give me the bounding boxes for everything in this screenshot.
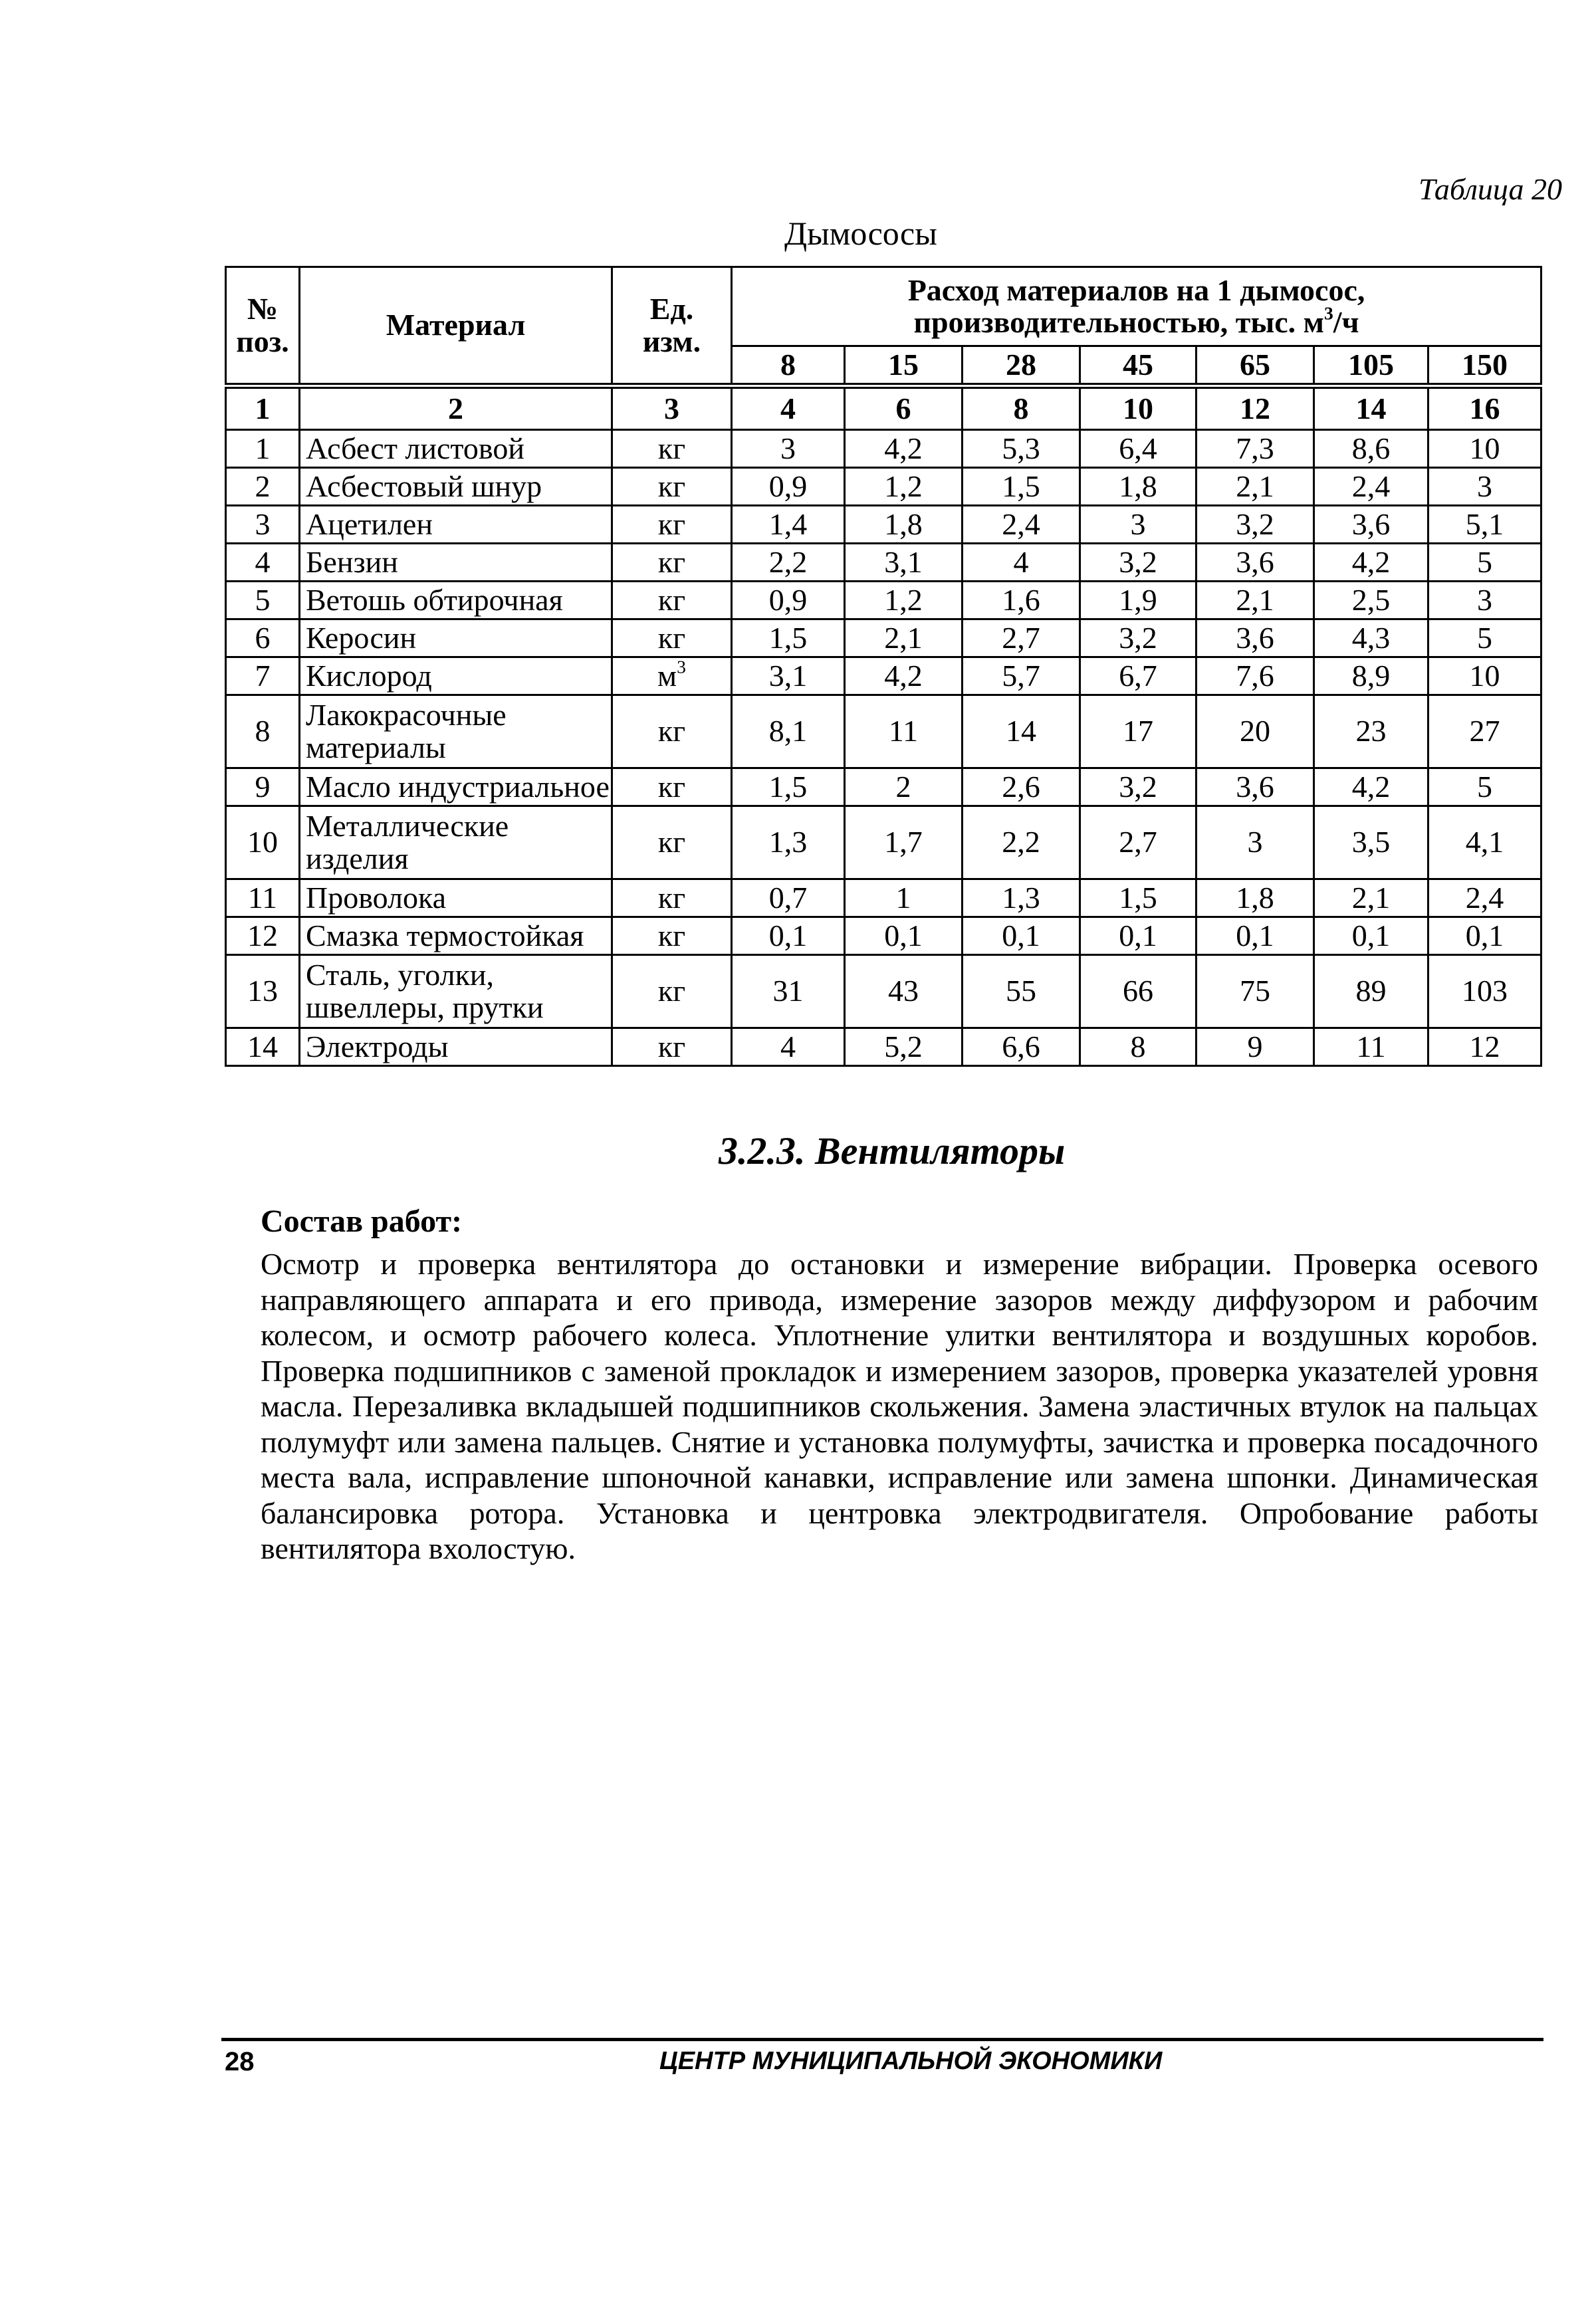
- cell-value: 3: [1428, 582, 1541, 619]
- cell-pos: 13: [226, 955, 300, 1028]
- cell-material: [300, 430, 612, 468]
- cell-value: 0,1: [1197, 917, 1314, 955]
- cell-value: 66: [1080, 955, 1197, 1028]
- capacity-header: 150: [1428, 346, 1541, 386]
- unit-text: кг: [657, 918, 686, 952]
- cell-value: 6,4: [1080, 430, 1197, 468]
- header-pos: [226, 267, 300, 386]
- cell-value: 8: [1080, 1028, 1197, 1066]
- cell-value: 1,6: [963, 582, 1080, 619]
- column-number: 3: [612, 386, 732, 430]
- cell-value: 10: [1428, 657, 1541, 695]
- composition-label: Состав работ:: [261, 1204, 463, 1239]
- material-line: Ацетилен: [306, 506, 433, 541]
- cell-pos: 14: [226, 1028, 300, 1066]
- material-line: Сталь, уголки,: [306, 958, 495, 992]
- unit-text: кг: [657, 620, 686, 655]
- cell-value: 3: [1428, 468, 1541, 506]
- cell-value: 3: [732, 430, 845, 468]
- cell-value: 8,9: [1314, 657, 1428, 695]
- section-heading: 3.2.3. Вентиляторы: [719, 1129, 1066, 1172]
- cell-value: 6,6: [963, 1028, 1080, 1066]
- cell-value: 11: [845, 695, 963, 768]
- cell-unit: [612, 768, 732, 806]
- cell-value: 0,1: [1314, 917, 1428, 955]
- unit-sup: 3: [677, 656, 686, 677]
- column-number: 1: [226, 386, 300, 430]
- cell-value: 9: [1197, 1028, 1314, 1066]
- material-line: Проволока: [306, 880, 447, 915]
- column-number: 6: [845, 386, 963, 430]
- unit-text: кг: [657, 1029, 686, 1063]
- unit-text: кг: [657, 544, 686, 579]
- cell-value: 3,1: [732, 657, 845, 695]
- cell-pos: 5: [226, 582, 300, 619]
- cell-material: [300, 879, 612, 917]
- cell-value: 1,7: [845, 806, 963, 879]
- cell-value: 0,1: [845, 917, 963, 955]
- unit-text: кг: [657, 469, 686, 503]
- cell-value: 2: [845, 768, 963, 806]
- column-number: 16: [1428, 386, 1541, 430]
- cell-value: 0,9: [732, 582, 845, 619]
- cell-value: 3: [1080, 506, 1197, 544]
- page-number: 28: [225, 2047, 255, 2076]
- cell-value: 89: [1314, 955, 1428, 1028]
- cell-value: 43: [845, 955, 963, 1028]
- table-row: [226, 879, 1541, 917]
- cell-value: 1,9: [1080, 582, 1197, 619]
- capacity-header: 28: [963, 346, 1080, 386]
- cell-value: 8,6: [1314, 430, 1428, 468]
- cell-value: 17: [1080, 695, 1197, 768]
- cell-value: 1,3: [732, 806, 845, 879]
- cell-unit: [612, 468, 732, 506]
- cell-value: 31: [732, 955, 845, 1028]
- cell-value: 3,2: [1080, 619, 1197, 657]
- cell-value: 2,1: [1197, 582, 1314, 619]
- cell-value: 4: [963, 544, 1080, 582]
- cell-unit: [612, 544, 732, 582]
- cell-material: [300, 1028, 612, 1066]
- cell-pos: 7: [226, 657, 300, 695]
- cell-value: 14: [963, 695, 1080, 768]
- material-line: Керосин: [306, 620, 417, 655]
- material-line: Металлические: [306, 809, 509, 843]
- cell-value: 11: [1314, 1028, 1428, 1066]
- capacity-header: 45: [1080, 346, 1197, 386]
- header-consumption-prefix: Расход материалов на 1 дымосос,: [907, 273, 1365, 307]
- unit-text: кг: [657, 974, 686, 1008]
- cell-value: 2,5: [1314, 582, 1428, 619]
- cell-value: 1,3: [963, 879, 1080, 917]
- cell-value: 1,2: [845, 468, 963, 506]
- header-consumption-end: /ч: [1333, 305, 1359, 339]
- column-number: 12: [1197, 386, 1314, 430]
- header-consumption-sup: 3: [1324, 302, 1333, 324]
- header-unit-line: изм.: [642, 324, 701, 358]
- cell-material: [300, 619, 612, 657]
- cell-unit: [612, 1028, 732, 1066]
- cell-value: 1,8: [845, 506, 963, 544]
- cell-value: 55: [963, 955, 1080, 1028]
- cell-pos: 6: [226, 619, 300, 657]
- cell-value: 7,6: [1197, 657, 1314, 695]
- unit-text: кг: [657, 582, 686, 617]
- cell-value: 4,2: [1314, 768, 1428, 806]
- material-line: Асбестовый шнур: [306, 469, 542, 503]
- cell-value: 3,5: [1314, 806, 1428, 879]
- column-number: 10: [1080, 386, 1197, 430]
- cell-value: 2,2: [963, 806, 1080, 879]
- cell-unit: [612, 506, 732, 544]
- cell-pos: 4: [226, 544, 300, 582]
- cell-unit: [612, 955, 732, 1028]
- material-line: швеллеры, прутки: [306, 990, 544, 1024]
- cell-value: 2,7: [1080, 806, 1197, 879]
- cell-value: 2,4: [1314, 468, 1428, 506]
- cell-value: 3,1: [845, 544, 963, 582]
- material-line: Смазка термостойкая: [306, 918, 584, 952]
- cell-unit: [612, 806, 732, 879]
- column-number: 14: [1314, 386, 1428, 430]
- table-row: [226, 917, 1541, 955]
- cell-pos: 1: [226, 430, 300, 468]
- cell-value: 20: [1197, 695, 1314, 768]
- cell-material: [300, 768, 612, 806]
- cell-unit: [612, 695, 732, 768]
- cell-value: 3,6: [1197, 619, 1314, 657]
- cell-value: 1: [845, 879, 963, 917]
- cell-value: 5,1: [1428, 506, 1541, 544]
- cell-material: [300, 468, 612, 506]
- cell-value: 1,5: [732, 768, 845, 806]
- cell-pos: 2: [226, 468, 300, 506]
- table-label: Таблица 20: [1418, 172, 1562, 206]
- cell-value: 5,7: [963, 657, 1080, 695]
- material-line: Бензин: [306, 544, 398, 579]
- cell-value: 1,5: [963, 468, 1080, 506]
- cell-value: 2,6: [963, 768, 1080, 806]
- cell-value: 3: [1197, 806, 1314, 879]
- column-number: 8: [963, 386, 1080, 430]
- cell-value: 4,1: [1428, 806, 1541, 879]
- cell-material: [300, 506, 612, 544]
- cell-value: 6,7: [1080, 657, 1197, 695]
- header-consumption: [732, 267, 1541, 346]
- cell-value: 10: [1428, 430, 1541, 468]
- cell-value: 0,9: [732, 468, 845, 506]
- cell-value: 4: [732, 1028, 845, 1066]
- header-material: Материал: [300, 267, 612, 386]
- unit-text: кг: [657, 506, 686, 541]
- column-number: 2: [300, 386, 612, 430]
- material-line: Электроды: [306, 1029, 449, 1063]
- cell-value: 1,5: [1080, 879, 1197, 917]
- cell-material: [300, 544, 612, 582]
- material-line: Масло индустриальное: [306, 769, 610, 804]
- cell-material: [300, 806, 612, 879]
- header-unit: [612, 267, 732, 386]
- cell-value: 0,1: [963, 917, 1080, 955]
- cell-value: 4,3: [1314, 619, 1428, 657]
- material-line: Асбест листовой: [306, 431, 524, 465]
- cell-value: 3,2: [1197, 506, 1314, 544]
- cell-unit: [612, 917, 732, 955]
- cell-value: 2,4: [1428, 879, 1541, 917]
- cell-value: 7,3: [1197, 430, 1314, 468]
- capacity-header: 105: [1314, 346, 1428, 386]
- cell-value: 1,5: [732, 619, 845, 657]
- cell-pos: 8: [226, 695, 300, 768]
- material-line: Ветошь обтирочная: [306, 582, 563, 617]
- cell-pos: 11: [226, 879, 300, 917]
- cell-value: 5: [1428, 768, 1541, 806]
- cell-value: 0,1: [732, 917, 845, 955]
- cell-value: 0,7: [732, 879, 845, 917]
- cell-value: 2,1: [845, 619, 963, 657]
- cell-value: 2,1: [1197, 468, 1314, 506]
- table-row: [226, 619, 1541, 657]
- cell-material: [300, 657, 612, 695]
- unit-text: кг: [657, 714, 686, 748]
- cell-value: 3,2: [1080, 768, 1197, 806]
- cell-value: 0,1: [1080, 917, 1197, 955]
- unit-text: кг: [657, 880, 686, 915]
- unit-text: м: [657, 658, 677, 693]
- table-row: [226, 544, 1541, 582]
- header-consumption-suffix: производительностью, тыс. м: [913, 305, 1324, 339]
- cell-value: 5: [1428, 544, 1541, 582]
- cell-unit: [612, 657, 732, 695]
- cell-material: [300, 582, 612, 619]
- table-row: [226, 806, 1541, 879]
- table-row: [226, 506, 1541, 544]
- cell-material: [300, 917, 612, 955]
- cell-value: 1,4: [732, 506, 845, 544]
- material-line: материалы: [306, 730, 446, 764]
- cell-unit: [612, 582, 732, 619]
- cell-value: 103: [1428, 955, 1541, 1028]
- capacity-header: 8: [732, 346, 845, 386]
- table-row: [226, 768, 1541, 806]
- cell-value: 8,1: [732, 695, 845, 768]
- material-line: Лакокрасочные: [306, 698, 507, 732]
- cell-pos: 10: [226, 806, 300, 879]
- cell-value: 3,6: [1197, 768, 1314, 806]
- cell-value: 2,2: [732, 544, 845, 582]
- materials-table: [225, 266, 1542, 1067]
- unit-text: кг: [657, 825, 686, 859]
- cell-value: 4,2: [845, 430, 963, 468]
- table-row: [226, 955, 1541, 1028]
- table-body: [226, 386, 1541, 1066]
- cell-value: 4,2: [1314, 544, 1428, 582]
- header-unit-line: Ед.: [649, 292, 694, 326]
- cell-value: 1,8: [1197, 879, 1314, 917]
- table-row: [226, 657, 1541, 695]
- column-numbers-row: [226, 386, 1541, 430]
- cell-value: 0,1: [1428, 917, 1541, 955]
- cell-unit: [612, 619, 732, 657]
- table-row: [226, 582, 1541, 619]
- cell-value: 23: [1314, 695, 1428, 768]
- cell-pos: 9: [226, 768, 300, 806]
- cell-value: 2,7: [963, 619, 1080, 657]
- table-row: [226, 430, 1541, 468]
- cell-value: 12: [1428, 1028, 1541, 1066]
- cell-value: 3,6: [1197, 544, 1314, 582]
- unit-text: кг: [657, 769, 686, 804]
- composition-text: Осмотр и проверка вентилятора до остановки и измерение вибрации. Проверка осевого направляющего аппарата и его привода, измерение зазоров между диффузором и рабочим колесом, и осмотр рабочего колеса. Уплотнение улитки вентилятора и воздушных коробов. Проверка подшипников с заменой прокладок и измерением зазоров, проверка указателей уровня масла. Перезаливка вкладышей подшипников скольжения. Замена эластичных втулок на пальцах полумуфт или замена пальцев. Снятие и установка полумуфты, зачистка и проверка посадочного места вала, исправление шпоночной канавки, исправление или замена шпонки. Динамическая балансировка ротора. Установка и центровка электродвигателя. Опробование работы вентилятора вхолостую.: [261, 1247, 1538, 1565]
- cell-value: 5,3: [963, 430, 1080, 468]
- capacity-header: 15: [845, 346, 963, 386]
- cell-pos: 3: [226, 506, 300, 544]
- cell-value: 2,4: [963, 506, 1080, 544]
- column-number: 4: [732, 386, 845, 430]
- header-pos-line: поз.: [236, 324, 289, 358]
- cell-value: 2,1: [1314, 879, 1428, 917]
- table-row: [226, 468, 1541, 506]
- cell-value: 1,2: [845, 582, 963, 619]
- table-row: [226, 695, 1541, 768]
- cell-unit: [612, 430, 732, 468]
- cell-value: 5: [1428, 619, 1541, 657]
- cell-value: 75: [1197, 955, 1314, 1028]
- footer-rule: [221, 2038, 1543, 2041]
- footer-organization: ЦЕНТР МУНИЦИПАЛЬНОЙ ЭКОНОМИКИ: [659, 2047, 1163, 2075]
- material-line: изделия: [306, 841, 409, 875]
- cell-value: 1,8: [1080, 468, 1197, 506]
- cell-value: 3,2: [1080, 544, 1197, 582]
- cell-unit: [612, 879, 732, 917]
- table-row: [226, 1028, 1541, 1066]
- material-line: Кислород: [306, 658, 432, 693]
- cell-value: 5,2: [845, 1028, 963, 1066]
- cell-material: [300, 955, 612, 1028]
- cell-value: 3,6: [1314, 506, 1428, 544]
- table-title: Дымососы: [784, 215, 937, 252]
- cell-value: 4,2: [845, 657, 963, 695]
- cell-pos: 12: [226, 917, 300, 955]
- cell-value: 27: [1428, 695, 1541, 768]
- capacity-header: 65: [1197, 346, 1314, 386]
- cell-material: [300, 695, 612, 768]
- unit-text: кг: [657, 431, 686, 465]
- header-pos-line: №: [247, 292, 279, 326]
